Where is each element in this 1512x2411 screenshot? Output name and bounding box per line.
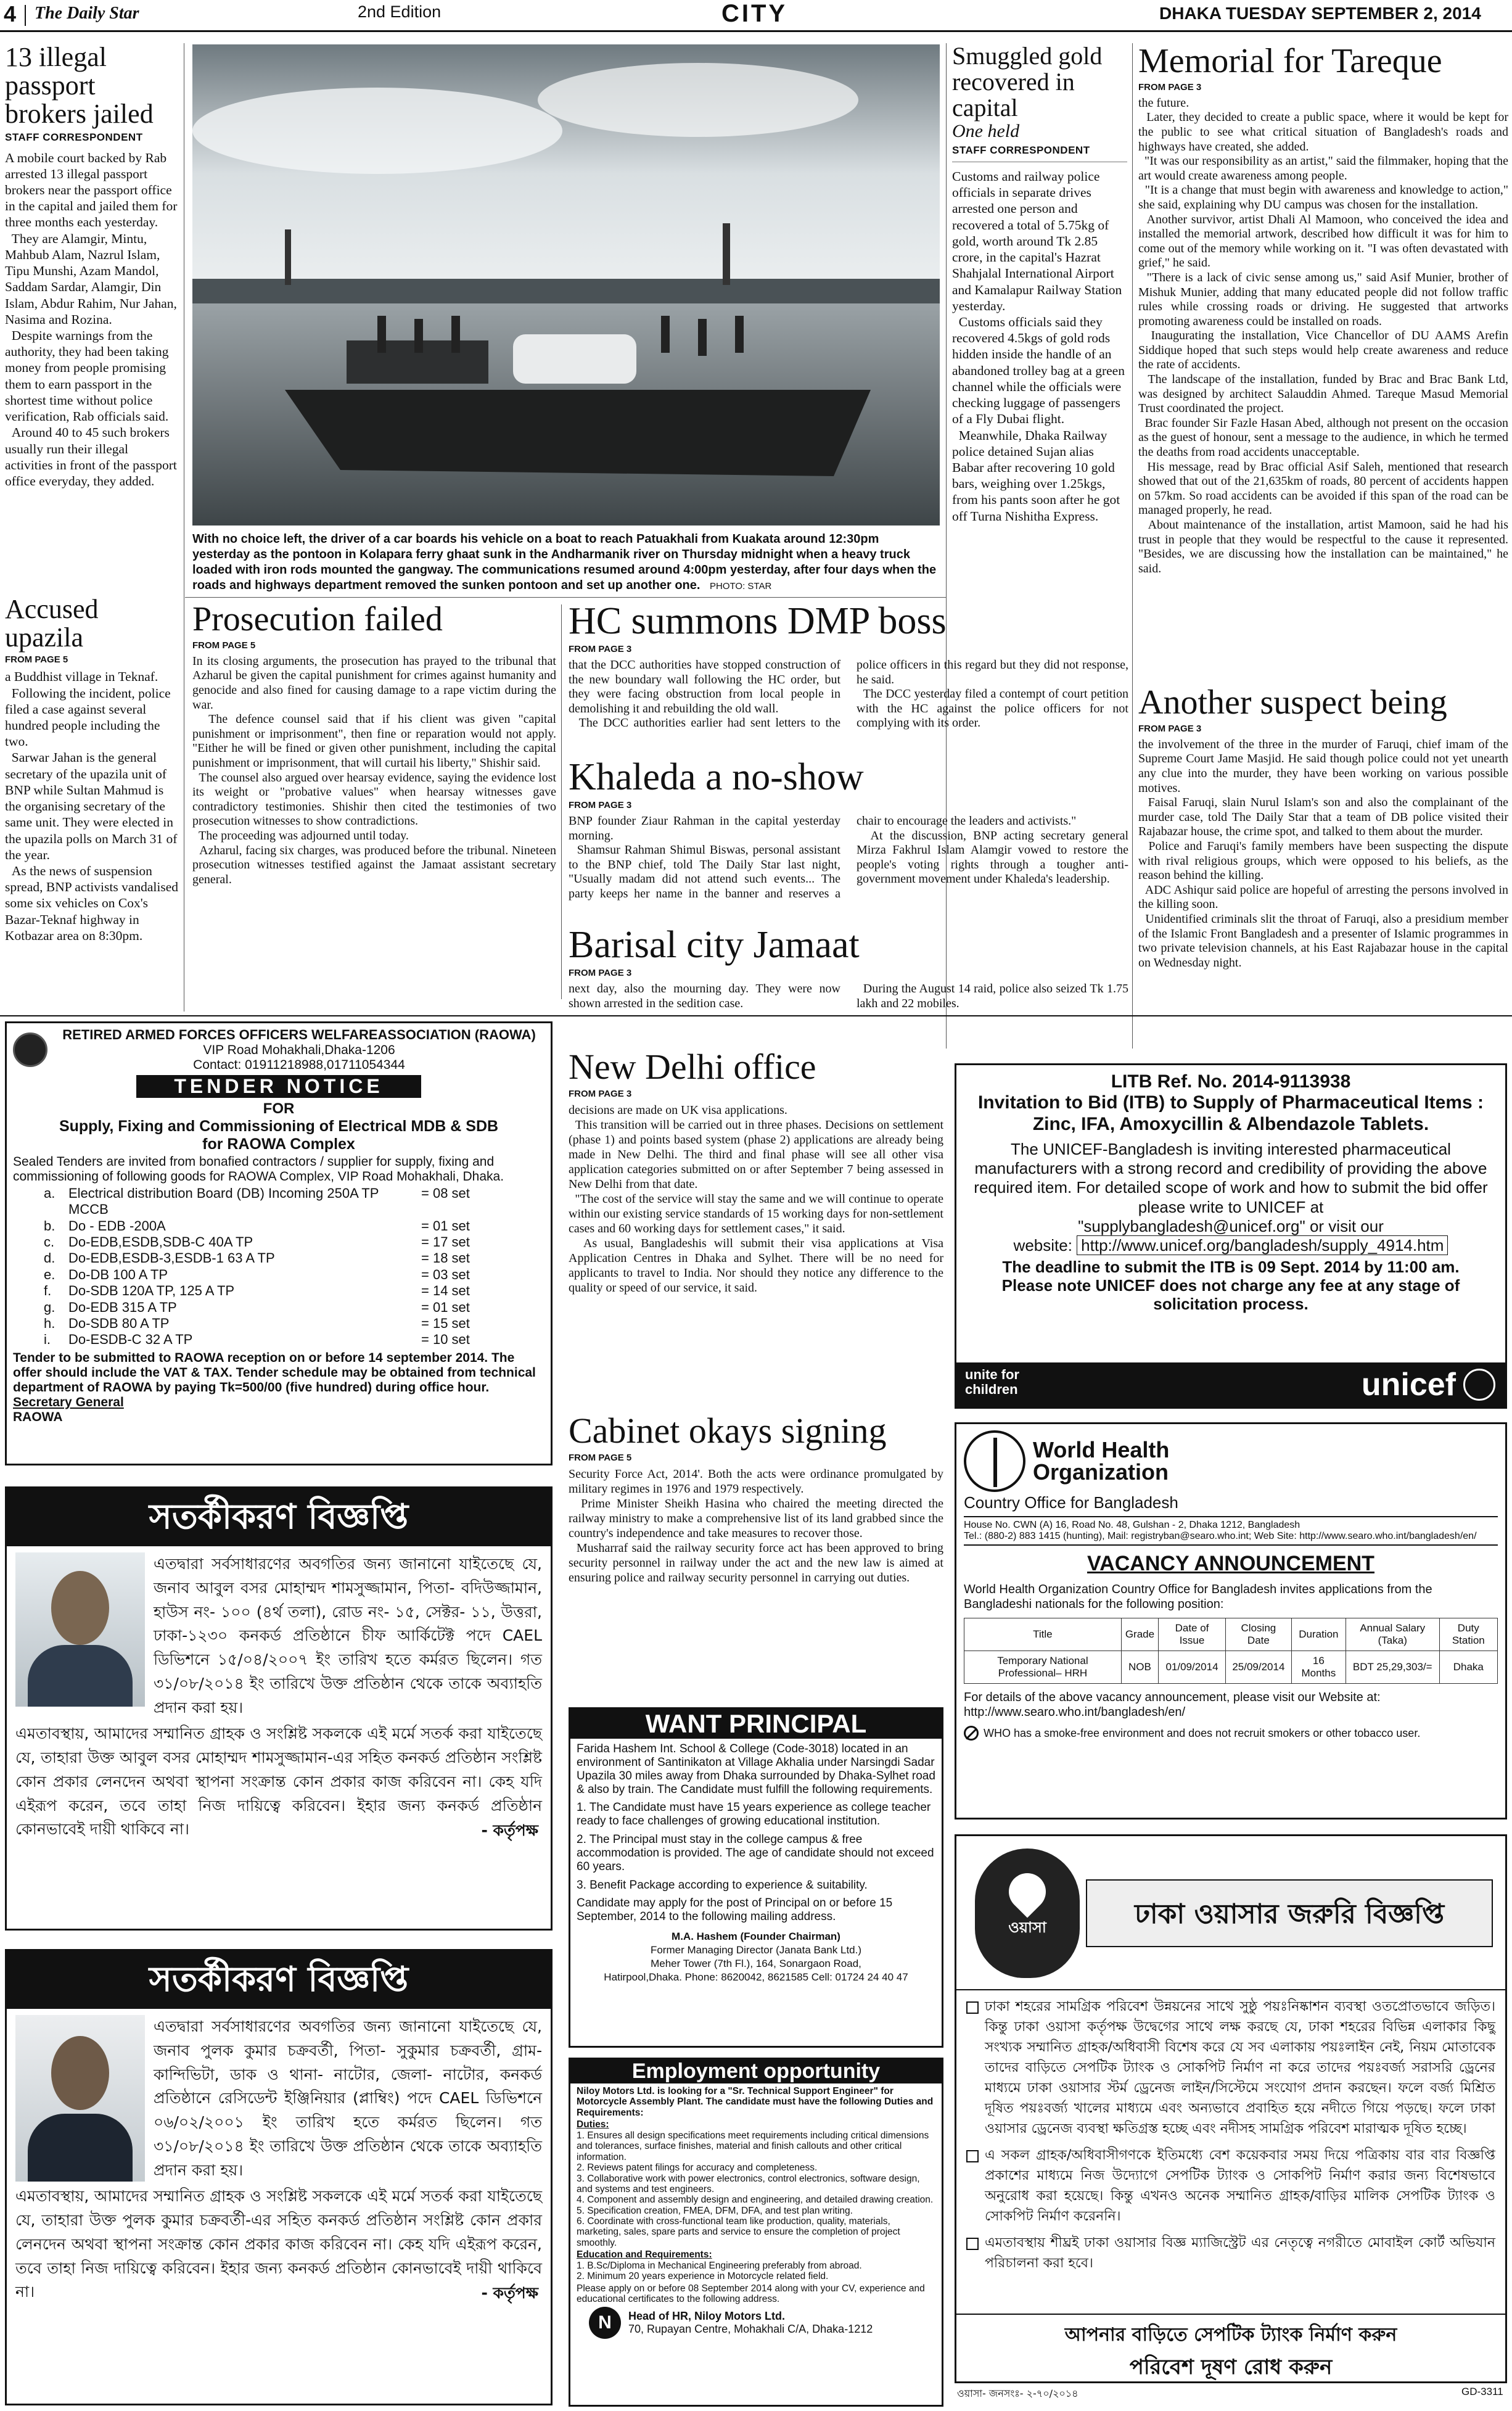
headline: Cabinet okays signing xyxy=(569,1411,887,1451)
raowa-tender-notice xyxy=(5,1021,553,1465)
deadline: The deadline to submit the ITB is 09 Sept. 2014 by 11:00 am. xyxy=(1002,1257,1460,1276)
masthead: The Daily Star xyxy=(35,4,139,23)
kicker: One held xyxy=(952,121,1020,141)
tender-terms: Tender to be submitted to RAOWA reception on or before 14 september 2014. The offer should include the VAT & TAX. Tender schedule may be obtained from technical department of RAOWA by paying Tk=500/00 (five hundred) during office hour. xyxy=(13,1350,536,1395)
headline: Another suspect being xyxy=(1138,683,1447,722)
raowa-logo xyxy=(13,1032,47,1067)
column-header: Grade xyxy=(1121,1618,1158,1651)
contact-role: Former Managing Director (Janata Bank Ltd.) xyxy=(650,1944,862,1956)
table-cell: 16 Months xyxy=(1291,1651,1346,1684)
notice-signature: - কর্তৃপক্ষ xyxy=(481,2284,538,2302)
tender-item: h. Do-SDB 80 A TP = 15 set xyxy=(44,1315,470,1331)
org-name-2: Organization xyxy=(1033,1459,1169,1485)
table-row xyxy=(964,1651,1498,1684)
itb-title: Invitation to Bid (ITB) to Supply of Pharmaceutical Items : Zinc, IFA, Amoxycillin & Albendazole Tablets. xyxy=(977,1092,1484,1134)
org-name-1: World Health xyxy=(1033,1437,1170,1462)
jump-line: FROM PAGE 3 xyxy=(1138,723,1202,734)
headline: HC summons DMP boss xyxy=(569,600,947,642)
list-item: 2. Minimum 20 years experience in Motorcycle related field. xyxy=(577,2271,829,2282)
story-passport-brokers xyxy=(5,43,179,592)
want-principal-ad xyxy=(569,1707,943,2048)
who-vacancy-ad xyxy=(955,1422,1507,1820)
notice-signature: - কর্তৃপক্ষ xyxy=(481,1821,538,1839)
column-header: Closing Date xyxy=(1225,1618,1291,1651)
notice-para-2: এমতাবস্থায়, আমাদের সম্মানিত গ্রাহক ও সংশ্লিষ্ট সকলকে এই মর্মে সতর্ক করা যাইতেছে যে, তাহারা উক্ত আবুল বসর মোহাম্মদ শামসুজ্জামান-এর সহিত কনকর্ড প্রতিষ্ঠান সংশ্লিষ্ট কোন প্রকার লেনদেন অথবা স্থাপনা সংক্রান্ত কোন প্রকার কাজ করিবেন না। কেহ যদি এইরূপ করেন, তবে তাহা নিজ দায়িত্বে করিবেন। ইহার জন্য কনকর্ড প্রতিষ্ঠান কোনভাবেই দায়ী থাকিবে না। xyxy=(15,1725,542,1839)
headline: Accused upazila xyxy=(5,594,99,653)
jump-line: FROM PAGE 5 xyxy=(569,1452,632,1463)
photo-credit: PHOTO: STAR xyxy=(710,581,772,591)
column-header: Date of Issue xyxy=(1159,1618,1226,1651)
story-body: the involvement of the three in the murder of Faruqi, chief imam of the Supreme Court Jame Masjid. He said though police could not yet unearth any clue into the murder, they have been working on various possible motives. Faisal Faruqi, slain Nurul Islam's son and also the complainant of the murder case, told The Daily Star that a team of DB police visited their Rajabazar house, the crime spot, and talked to them about the murder. Police and Faruqi's family members have been suspecting the dispute with rival religious groups, which were opposed to his beliefs, as the reason behind the killing. ADC Ashiqur said police are hopeful of arresting the persons involved in the killing soon. Unidentified criminals slit the throat of Faruqi, also a presidium member of the Islamic Front Bangladesh and a presenter of Islamic programmes in two private television channels, at his East Rajabazar house in the capital on Wednesday night. xyxy=(1138,737,1509,970)
notice-para-1: ঢাকা শহরের সামগ্রিক পরিবেশ উন্নয়নের সাথে সুষ্ঠু পয়ঃনিষ্কাশন ব্যবস্থা ওতপ্রোতভাবে জড়িত। কিন্তু ঢাকা ওয়াসা কর্তৃপক্ষ উদ্বেগের সাথে লক্ষ করছে যে, ঢাকা শহরের বিভিন্ন এলাকার কিছু সংখ্যক সম্মানিত গ্রাহক/অধিবাসী বিশেষ করে যে সব এলাকায় পয়ঃলাইন নেই, নিয়ম মোতাবেক তাদের বাড়িতে সেপটিক ট্যাংক ও সোকপিট নির্মাণ না করে তাদের পয়ঃবর্জ্য সরাসরি ড্রেনের মাধ্যমে ঢাকা ওয়াসার স্টর্ম ড্রেনেজ লাইন/সিস্টেমে সংযোগ প্রদান করছেন। ফলে বর্জ্য মিশ্রিত দূষিত পয়ঃবর্জ্য খালের মাধ্যমে এবং অন্যভাবে প্রবাহিত হয়ে নদীতে গিয়ে পড়ছে। ফলে ঢাকা ওয়াসার ড্রেনেজ ব্যবস্থা ক্ষতিগ্রস্ত হচ্ছে এবং নদীসহ সামগ্রিক পরিবেশ মারাত্মক দূষিত হচ্ছে। xyxy=(985,1999,1495,2137)
story-khaleda-no-show xyxy=(569,757,1128,924)
itb-body: The UNICEF-Bangladesh is inviting interested pharmaceutical manufacturers with a strong record and credibility of providing the above required item. For detailed scope of work and how to submit the bid offer please write to UNICEF at xyxy=(974,1140,1488,1216)
tender-title: Supply, Fixing and Commissioning of Electrical MDB & SDB for RAOWA Complex xyxy=(59,1118,499,1153)
tender-items xyxy=(13,1185,544,1348)
contact-address-1: Meher Tower (7th Fl.), 164, Sonargaon Road, xyxy=(651,1958,861,1970)
notice-title: সতর্কীকরণ বিজ্ঞপ্তি xyxy=(7,1488,551,1546)
list-item: 1. B.Sc/Diploma in Mechanical Engineering preferably from abroad. xyxy=(577,2261,862,2272)
notice-para-1: এতদ্বারা সর্বসাধারণের অবগতির জন্য জানানো যাইতেছে যে, জনাব আবুল বসর মোহাম্মদ শামসুজ্জামান, পিতা- বদিউজ্জামান, হাউস নং- ১০০ (৪র্থ তলা), রোড নং- ১৫, সেক্টর- ১১, উত্তরা, ঢাকা-১২৩০ কনকর্ড প্রতিষ্ঠানে চীফ আর্কিটেক্ট পদে CAEL ডিভিশনে ১৫/০৪/২০০৭ ইং তারিখ হতে কর্মরত ছিলেন। গত ৩১/০৮/২০১৪ ইং তারিখে উক্ত প্রতিষ্ঠান থেকে তাকে অব্যাহতি প্রদান করা হয়। xyxy=(154,1555,542,1717)
org-contact: Contact: 01911218988,01711054344 xyxy=(193,1058,405,1072)
headline: New Delhi office xyxy=(569,1047,816,1087)
who-emblem-icon xyxy=(964,1430,1025,1492)
company-address: 70, Rupayan Centre, Mohakhali C/A, Dhaka-1212 xyxy=(628,2323,873,2336)
story-body: that the DCC authorities have stopped construction of the new boundary wall following the HC order, but they were facing obstruction from local people in demolishing it and rebuilding the old wall. The DCC authorities earlier had sent letters to the police officers in this regard but they did not response, he said. The DCC yesterday filed a contempt of court petition with the HC against the police officers for not complying with its order. xyxy=(569,658,1129,730)
byline: STAFF CORRESPONDENT xyxy=(952,144,1127,162)
story-smuggled-gold xyxy=(952,43,1127,598)
table-cell: NOB xyxy=(1121,1651,1158,1684)
table-cell: Dhaka xyxy=(1439,1651,1497,1684)
story-body: In its closing arguments, the prosecution has prayed to the tribunal that Azharul be given the capital punishment for crimes against humanity and genocide and also fined for causing damage to a rape victim during the war. The defence counsel said that if his client was given "capital punishment or imprisonment", then fine or reparation would not apply. "Either he will be fined or given other punishment, including the capital punishment or imprisonment, that will curtail his liberty," Shishir said. The counsel also argued over hearsay evidence, saying the evidence lost its weight or "probative values" when hearsay witnesses gave contradictory testimonies. Shishir then cited the testimonies of two prosecution witnesses to show contradictions. The proceeding was adjourned until today. Azharul, facing six charges, was produced before the tribunal. Nineteen prosecution witnesses testified against the Jamaat assistant secretary general. xyxy=(192,654,557,886)
notice-para-2: এ সকল গ্রাহক/অধিবাসীগণকে ইতিমধ্যে বেশ কয়েকবার সময় দিয়ে পত্রিকায় বার বার বিজ্ঞপ্তি প্রকাশের মাধ্যমে নিজ উদ্যোগে সেপটিক ট্যাংক ও সোকপিট নির্মাণ করার জন্য বিশেষভাবে অনুরোধ করা হয়েছে। কিন্তু এখনও অনেক সম্মানিত গ্রাহক/বাড়ির মালিক সেপটিক ট্যাংক ও সোকপিট নির্মাণ করেননি। xyxy=(985,2148,1495,2224)
requirement-1: 1. The Candidate must have 15 years experience as college teacher ready to face challenges of growing educational institution. xyxy=(577,1801,931,1828)
list-item: 2. Reviews patent filings for accuracy and completeness. xyxy=(577,2162,818,2174)
story-body: Security Force Act, 2014'. Both the acts were ordinance promulgated by military regimes in 1976 and 1979 respectively. Prime Minister Sheikh Hasina who chaired the meeting directed the railway ministry to make a comprehensive list of its land grabbed since the country's independence and take measures to recover those. Musharraf said the railway security force act has been approved to bring security personnel in railway under the act and the new law is aimed at ensuring police and railway security personnel in carrying out duties. xyxy=(569,1467,944,1585)
unicef-itb-ad xyxy=(955,1063,1507,1409)
warning-notice-2 xyxy=(5,1949,553,2405)
details-note: For details of the above vacancy announcement, please visit our Website at: http://www.searo.who.int/bangladesh/en/ xyxy=(964,1691,1381,1719)
ref-number: LITB Ref. No. 2014-9113938 xyxy=(1111,1071,1351,1092)
person-photo xyxy=(15,2015,145,2182)
signatory: Secretary General xyxy=(13,1395,124,1410)
org-name: RETIRED ARMED FORCES OFFICERS WELFAREASSOCIATION (RAOWA) xyxy=(62,1027,536,1042)
itb-email: "supplybangladesh@unicef.org" or visit our xyxy=(1078,1216,1384,1235)
for-label: FOR xyxy=(263,1100,295,1117)
story-accused-upazila xyxy=(5,595,179,1008)
office-contact: Tel.: (880-2) 883 1415 (hunting), Mail: registryban@searo.who.int; Web Site: http://www.searo.who.int/bangladesh/en/ xyxy=(964,1531,1498,1546)
story-cabinet-okays xyxy=(569,1412,943,1702)
requirements-list xyxy=(577,2261,935,2282)
vacancy-table xyxy=(964,1618,1498,1684)
notice-title: ঢাকা ওয়াসার জরুরি বিজ্ঞপ্তি xyxy=(1086,1879,1493,1947)
story-hc-summons xyxy=(569,601,1128,756)
unicef-emblem-icon xyxy=(1463,1369,1495,1401)
ferry-boat-photo xyxy=(192,44,940,525)
headline: Smuggled gold recovered in capital xyxy=(952,42,1103,122)
list-item: 5. Specification creation, FMEA, DFM, DFA, and test plan writing. xyxy=(577,2205,853,2216)
no-smoking-icon xyxy=(964,1726,979,1741)
photo-caption: With no choice left, the driver of a car boards his vehicle on a boat to reach Patuakhali from Kuakata around 12:30pm yesterday as the pontoon in Kolapara ferry ghaat sunk in the Andharmanik river on Thursday midnight when a heavy truck loaded with iron rods mounted the gangway. The communications resumed around 4:00pm yesterday, after four days when the roads and highways department removed the sunken pontoon and set up another one. PHOTO: STAR xyxy=(192,532,937,592)
gd-number: GD-3311 xyxy=(1461,2386,1503,2397)
edition-label: 2nd Edition xyxy=(358,2,442,21)
column-header: Annual Salary (Taka) xyxy=(1346,1618,1439,1651)
jump-line: FROM PAGE 3 xyxy=(1138,81,1202,93)
headline: Prosecution failed xyxy=(192,600,443,638)
apply-instructions: Candidate may apply for the post of Principal on or before 15 September, 2014 to the following mailing address. xyxy=(577,1897,893,1924)
tender-item: e. Do-DB 100 A TP = 03 set xyxy=(44,1266,470,1282)
story-body: the future. Later, they decided to create a public space, where it would be kept for the public to see what critical situation of Bangladesh's roads and highways have created, she added. "It was our responsibility as an artist," said the filmmaker, hoping that the art would create awareness among people. "It is a change that must begin with awareness and knowledge to action," she said, explaining why DU campus was chosen for the installation. Another survivor, artist Dhali Al Mamoon, who conceived the idea and installed the memorial artwork, described how difficult it was for him to come out of the memory while working on it. "I was often devastated with grief," he said. "There is a lack of civic sense among us," said Asif Munier, brother of Mishuk Munier, adding that many educated people did not follow traffic rules while crossing roads or driving. He suggested that artworks promoting awareness could be installed on roads. Inaugurating the installation, Vice Chancellor of DU AAMS Arefin Siddique hoped that such steps would help create awareness and reduce the rate of accidents. The landscape of the installation, funded by Brac and Brac Bank Ltd, was designed by architect Salauddin Ahmed. Tareque Masud Memorial Trust coordinated the project. Brac founder Sir Fazle Hasan Abed, although not present on the occasion as the guest of honour, sent a message to the audience, in which he termed the deaths from road accidents unacceptable. His message, read by Brac official Asif Saleh, mentioned that research showed that out of the 21,635km of roads, 80 percent of accidents happen on 57km. So road accidents can be avoided if this span of the road can be managed properly, he read. About maintenance of the installation, artist Mamoon, said he had his trust in people that they would be respectful to the cause it represented. "Besides, we are discussing how the installation can be maintained," he said. xyxy=(1138,96,1509,575)
lead-photo xyxy=(192,44,940,592)
story-body: Customs and railway police officials in separate drives arrested one person and recovered a total of 5.75kg of gold, worth around Tk 2.85 crore, in the capital's Hazrat Shahjalal International Airport and Kamalapur Railway Station yesterday. Customs officials said they recovered 4.5kgs of gold rods hidden inside the handle of an abandoned trolley bag at a green channel while the officials were checking luggage of passengers of a Fly Dubai flight. Meanwhile, Dhaka Railway police detained Sujan alias Babar after recovering 10 gold bars, weighing over 1.25kgs, from his pants soon after he got off Turna Nishitha Express. xyxy=(952,169,1125,524)
page-header xyxy=(0,0,1512,32)
checkbox-icon xyxy=(966,2001,979,2014)
list-item: 6. Coordinate with cross-functional team like production, quality, materials, marketing, sales, spare parts and service to ensure the completion of project smoothly. xyxy=(577,2215,900,2248)
story-barisal-jamaat xyxy=(569,925,1128,1030)
fee-note: Please note UNICEF does not charge any fee at any stage of solicitation process. xyxy=(1001,1276,1460,1313)
tender-item: d. Do-EDB,ESDB-3,ESDB-1 63 A TP = 18 set xyxy=(44,1250,470,1266)
unicef-logo: unicef xyxy=(1361,1367,1456,1403)
headline: Barisal city Jamaat xyxy=(569,924,860,966)
notice-para-3: এমতাবস্থায় শীঘ্রই ঢাকা ওয়াসার বিজ্ঞ ম্যাজিস্ট্রেট এর নেতৃত্বে নগরীতে মোবাইল কোর্ট অভিযান পরিচালনা করা হবে। xyxy=(985,2235,1495,2271)
ad-intro: Farida Hashem Int. School & College (Code-3018) located in an environment of Santinikaton at Village Akhalia under Narsingdi Sadar Upazila 30 miles away from Dhaka surrounded by Dhaka-Sylhet road & also by train. The Candidate must fulfill the following requirements. xyxy=(577,1742,935,1796)
checkbox-icon xyxy=(966,2238,979,2250)
jump-line: FROM PAGE 3 xyxy=(569,968,632,979)
story-body: A mobile court backed by Rab arrested 13 illegal passport brokers near the passport office in the capital and jailed them for three months each yesterday. They are Alamgir, Mintu, Mahbub Alam, Nazrul Islam, Tipu Munshi, Azam Mandol, Saddam Sardar, Alamgir, Din Islam, Abdur Rahim, Nur Jahan, Nasima and Rozina. Despite warnings from the authority, they had been taking money from people promising them to earn passport in the shortest time without police verification, Rab officials said. Around 40 to 45 such brokers usually run their illegal activities in front of the passport office everyday, they added. xyxy=(5,150,178,488)
website-link[interactable]: http://www.unicef.org/bangladesh/supply_4914.htm xyxy=(1077,1235,1448,1255)
jump-line: FROM PAGE 3 xyxy=(569,1088,632,1099)
niloy-employment-ad xyxy=(569,2058,943,2407)
story-body: BNP founder Ziaur Rahman in the capital yesterday morning. Shamsur Rahman Shimul Biswas, personal assistant to the BNP chief, told The Daily Star last night, "Usually madam did not attend such events... The party keeps her name in the banner and reserves a chair to encourage the leaders and activists." At the discussion, BNP acting secretary general Mirza Fakhrul Islam Alamgir vowed to restore the people's voting rights through a tougher anti-government movement under Khaleda's leadership. xyxy=(569,814,1128,901)
tender-banner: TENDER NOTICE xyxy=(136,1075,421,1098)
notice-para-1: এতদ্বারা সর্বসাধারণের অবগতির জন্য জানানো যাইতেছে যে, জনাব পুলক কুমার চক্রবর্তী, পিতা- সুকুমার চক্রবর্তী, গ্রাম- কান্দিভিটা, ডাক ও থানা- নাটোর, জেলা- নাটোর, কনকর্ড প্রতিষ্ঠানে রেসিডেন্ট ইঞ্জিনিয়ার (প্লাম্বিং) পদে CAEL ডিভিশনে ০৬/০২/২০০১ ইং তারিখ হতে কর্মরত ছিলেন। গত ৩১/০৮/২০১৪ ইং তারিখে উক্ত প্রতিষ্ঠান থেকে তাকে অব্যাহতি প্রদান করা হয়। xyxy=(154,2017,542,2179)
list-item: 4. Component and assembly design and engineering, and detailed drawing creation. xyxy=(577,2195,934,2206)
signatory-org: RAOWA xyxy=(13,1410,63,1425)
jump-line: FROM PAGE 3 xyxy=(569,800,632,811)
slogan-1: আপনার বাড়িতে সেপটিক ট্যাংক নির্মাণ করুন xyxy=(1064,2324,1397,2346)
requirement-2: 2. The Principal must stay in the college campus & free accommodation is provided. The age of candidate should not exceed 60 years. xyxy=(577,1833,934,1873)
requirement-3: 3. Benefit Package according to experience & suitability. xyxy=(577,1878,868,1892)
country-office: Country Office for Bangladesh xyxy=(964,1493,1178,1512)
contact-address-2: Hatirpool,Dhaka. Phone: 8620042, 8621585 Cell: 01724 24 40 47 xyxy=(604,1971,908,1984)
tender-item: a. Electrical distribution Board (DB) Incoming 250A TP MCCB = 08 set xyxy=(44,1185,470,1218)
story-prosecution-failed xyxy=(192,601,556,1008)
vacancy-title: VACANCY ANNOUNCEMENT xyxy=(1087,1552,1374,1575)
story-body: a Buddhist village in Teknaf. Following the incident, police filed a case against several hundred people including the two. Sarwar Jahan is the general secretary of the upazila unit of BNP while Sultan Mahmud is the organising secretary of the same unit. They were elected in the upazila polls on March 31 of the year. As the news of suspension spread, BNP activists vandalised some six vehicles on Cox's Bazar-Teknaf highway in Kotbazar area on 8:30pm. xyxy=(5,669,179,943)
notice-title: সতর্কীকরণ বিজ্ঞপ্তি xyxy=(7,1951,551,2009)
checkbox-icon xyxy=(966,2150,979,2162)
tender-item: f. Do-SDB 120A TP, 125 A TP = 14 set xyxy=(44,1283,470,1299)
jump-line: FROM PAGE 3 xyxy=(569,644,632,655)
jump-line: FROM PAGE 5 xyxy=(192,640,256,651)
jump-line: FROM PAGE 5 xyxy=(5,654,68,666)
warning-notice-1 xyxy=(5,1486,553,1931)
tender-item: c. Do-EDB,ESDB,SDB-C 40A TP = 17 set xyxy=(44,1234,470,1250)
headline: 13 illegal passport brokers jailed xyxy=(5,42,154,130)
water-drop-icon xyxy=(1001,1866,1054,1918)
wasa-footer: ওয়াসা- জনসংঃ- ২-৭০/২০১৪ xyxy=(957,2388,1079,2399)
story-memorial-tareque xyxy=(1138,43,1508,685)
tagline-2: children xyxy=(965,1382,1018,1398)
contact-name: M.A. Hashem (Founder Chairman) xyxy=(672,1931,840,1943)
smoke-free-note: WHO has a smoke-free environment and does not recruit smokers or other tobacco user. xyxy=(984,1726,1421,1739)
headline: Memorial for Tareque xyxy=(1138,42,1442,80)
ad-title: Employment opportunity xyxy=(570,2059,942,2083)
headline: Khaleda a no-show xyxy=(569,756,864,798)
list-item: 1. Ensures all design specifications meet requirements including critical dimensions and tolerances, surface finishes, material and finish callouts and other critical information. xyxy=(577,2130,929,2162)
table-cell: 01/09/2014 xyxy=(1159,1651,1226,1684)
tender-intro: Sealed Tenders are invited from bonafied contractors / supplier for supply, fixing and commissioning of following goods for RAOWA Complex, VIP Road Mohakhali, Dhaka. xyxy=(13,1154,504,1184)
section-label: CITY xyxy=(721,0,788,27)
duties-list xyxy=(577,2130,935,2248)
apply-instructions: Please apply on or before 08 September 2014 along with your CV, experience and educational certificates to the following address. xyxy=(577,2283,925,2305)
ad-intro: Niloy Motors Ltd. is looking for a "Sr. Technical Support Engineer" for Motorcycle Assembly Plant. The candidate must have the following Duties and Requirements: xyxy=(577,2086,934,2118)
vacancy-intro: World Health Organization Country Office for Bangladesh invites applications from the Bangladeshi nationals for the following position: xyxy=(964,1583,1432,1611)
org-address: VIP Road Mohakhali,Dhaka-1206 xyxy=(203,1043,395,1057)
tender-item: g. Do-EDB 315 A TP = 01 set xyxy=(44,1299,470,1315)
column-header: Title xyxy=(964,1618,1122,1651)
person-photo xyxy=(15,1552,145,1707)
table-cell: BDT 25,29,303/= xyxy=(1346,1651,1439,1684)
dateline: DHAKA TUESDAY SEPTEMBER 2, 2014 xyxy=(1159,4,1481,23)
list-item: 3. Collaborative work with power electronics, control electronics, software design, and systems and test engineers. xyxy=(577,2173,920,2195)
wasa-logo: ওয়াসা xyxy=(975,1848,1080,1978)
requirements-label: Education and Requirements: xyxy=(577,2249,712,2261)
niloy-logo: N xyxy=(589,2307,621,2339)
table-cell: Temporary National Professional– HRH xyxy=(964,1651,1122,1684)
tender-item: b. Do - EDB -200A = 01 set xyxy=(44,1218,470,1234)
slogan-2: পরিবেশ দূষণ রোধ করুন xyxy=(1129,2355,1333,2380)
story-body: next day, also the mourning day. They were now shown arrested in the sedition case. During the August 14 raid, police also seized Tk 1.75 lakh and 22 mobiles. xyxy=(569,982,1129,1010)
page-number: 4 xyxy=(4,1,17,27)
website-label: website: xyxy=(1013,1235,1072,1255)
hr-head: Head of HR, Niloy Motors Ltd. xyxy=(628,2309,785,2322)
column-header: Duration xyxy=(1291,1618,1346,1651)
story-new-delhi-office xyxy=(569,1049,943,1406)
story-another-suspect xyxy=(1138,685,1508,1030)
office-address: House No. CWN (A) 16, Road No. 48, Gulshan - 2, Dhaka 1212, Bangladesh xyxy=(964,1516,1498,1531)
tender-item: i. Do-ESDB-C 32 A TP = 10 set xyxy=(44,1332,470,1348)
byline: STAFF CORRESPONDENT xyxy=(5,131,143,143)
duties-label: Duties: xyxy=(577,2119,609,2130)
ad-title: WANT PRINCIPAL xyxy=(570,1709,942,1739)
column-header: Duty Station xyxy=(1439,1618,1497,1651)
story-body: decisions are made on UK visa applications. This transition will be carried out in three phases. Decisions on settlement (phase 1) and points based system (phase 2) applications are already being made in New Delhi. The third and final phase will see all other visa application categories submitted on or after September 7 being assessed in New Delhi from that date. "The cost of the service will stay the same and we will continue to operate within our existing service standards of 15 working days for non-settlement cases and 60 working days for settlement cases," it said. As usual, Bangladeshis will submit their visa applications at Visa Application Centres in Dhaka and Sylhet. There will be no need for applicants to travel to India. Nor should they notice any difference to the quality or speed of our service, it said. xyxy=(569,1103,943,1295)
notice-para-2: এমতাবস্থায়, আমাদের সম্মানিত গ্রাহক ও সংশ্লিষ্ট সকলকে এই মর্মে সতর্ক করা যাইতেছে যে, তাহারা উক্ত পুলক কুমার চক্রবর্তী-এর সহিত কনকর্ড প্রতিষ্ঠান সংশ্লিষ্ট কোন প্রকার লেনদেন অথবা স্থাপনা সংক্রান্ত কোন প্রকার কাজ করিবেন না। কেহ যদি এইরূপ করেন, তবে তাহা নিজ দায়িত্বে করিবেন। ইহার জন্য কনকর্ড প্রতিষ্ঠান কোনভাবেই দায়ী থাকিবে না। xyxy=(15,2187,542,2301)
wasa-notice xyxy=(955,1834,1507,2383)
tagline-1: unite for xyxy=(965,1367,1019,1382)
table-cell: 25/09/2014 xyxy=(1225,1651,1291,1684)
